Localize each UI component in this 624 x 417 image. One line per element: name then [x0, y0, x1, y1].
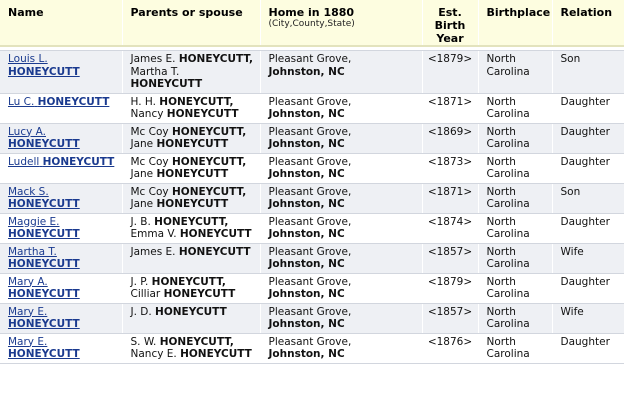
- header-name: Name: [0, 0, 122, 46]
- birthplace-cell: North Carolina: [478, 213, 552, 243]
- home-city: Pleasant Grove,: [268, 53, 352, 65]
- birth-year-cell: <1869>: [422, 123, 478, 153]
- parents-cell: [122, 93, 260, 123]
- parents-cell: [122, 303, 260, 333]
- parent-given-name: Cilliar: [130, 288, 161, 300]
- parent-surname: HONEYCUTT: [156, 198, 229, 210]
- birth-year-cell: <1857>: [422, 303, 478, 333]
- birth-year-cell: <1876>: [422, 333, 478, 363]
- table-row: [0, 303, 624, 333]
- parents-cell: [122, 153, 260, 183]
- birthplace-cell: North Carolina: [478, 273, 552, 303]
- parent-given-name: S. W.: [130, 335, 157, 348]
- name-cell: [0, 243, 122, 273]
- surname[interactable]: HONEYCUTT: [8, 138, 80, 150]
- name-cell: [0, 213, 122, 243]
- home-county-state: Johnston, NC: [268, 228, 345, 240]
- header-home-label: Home in 1880: [268, 6, 355, 19]
- given-name[interactable]: Lu C.: [8, 95, 35, 108]
- birthplace-cell: North Carolina: [478, 333, 552, 363]
- relation-cell: Daughter: [552, 273, 624, 303]
- relation-cell: Son: [552, 51, 624, 94]
- given-name[interactable]: Mary A.: [8, 275, 48, 288]
- table-row: [0, 243, 624, 273]
- parent-surname: HONEYCUTT: [155, 305, 227, 318]
- parents-cell: [122, 333, 260, 363]
- home-cell: [260, 243, 422, 273]
- surname[interactable]: HONEYCUTT: [8, 318, 80, 330]
- parent-given-name: J. D.: [130, 305, 152, 318]
- table-row: [0, 51, 624, 94]
- surname[interactable]: HONEYCUTT: [8, 228, 80, 240]
- parents-cell: [122, 183, 260, 213]
- home-cell: [260, 333, 422, 363]
- header-year-line2: Birth: [434, 19, 466, 32]
- home-county-state: Johnston, NC: [268, 108, 345, 120]
- surname[interactable]: HONEYCUTT: [42, 155, 115, 168]
- surname[interactable]: HONEYCUTT: [8, 198, 80, 210]
- parent-given-name: J. B.: [130, 215, 151, 228]
- person-name-link[interactable]: [8, 96, 109, 108]
- surname[interactable]: HONEYCUTT: [37, 95, 110, 108]
- table-row: [0, 123, 624, 153]
- parent-surname: HONEYCUTT: [166, 108, 239, 120]
- person-name-link[interactable]: [8, 53, 80, 78]
- home-cell: [260, 273, 422, 303]
- home-city: Pleasant Grove,: [268, 215, 352, 228]
- table-row: [0, 183, 624, 213]
- header-home-sub: (City,County,State): [268, 19, 355, 29]
- table-row: [0, 213, 624, 243]
- surname[interactable]: HONEYCUTT: [8, 65, 80, 78]
- birthplace-cell: North Carolina: [478, 183, 552, 213]
- relation-cell: Daughter: [552, 213, 624, 243]
- relation-cell: Daughter: [552, 123, 624, 153]
- birthplace-cell: North Carolina: [478, 123, 552, 153]
- header-year-line1: Est.: [438, 6, 462, 19]
- table-row: [0, 273, 624, 303]
- parent-surname: HONEYCUTT,: [178, 53, 254, 65]
- name-cell: [0, 183, 122, 213]
- parent-surname: HONEYCUTT: [178, 245, 251, 258]
- birth-year-cell: <1873>: [422, 153, 478, 183]
- parent-given-name: J. P.: [130, 275, 149, 288]
- home-county-state: Johnston, NC: [268, 348, 345, 360]
- surname[interactable]: HONEYCUTT: [8, 258, 80, 270]
- home-city: Pleasant Grove,: [268, 95, 352, 108]
- parent-surname: HONEYCUTT,: [171, 185, 247, 198]
- given-name[interactable]: Martha T.: [8, 245, 57, 258]
- parent-surname: HONEYCUTT: [156, 138, 229, 150]
- home-cell: [260, 153, 422, 183]
- birth-year-cell: <1874>: [422, 213, 478, 243]
- parent-given-name: James E.: [130, 53, 176, 65]
- parent-surname: HONEYCUTT,: [159, 335, 234, 348]
- parent-given-name: Emma V.: [130, 228, 177, 240]
- parent-given-name: Martha T.: [130, 65, 180, 78]
- person-name-link[interactable]: [8, 336, 80, 361]
- home-cell: [260, 51, 422, 94]
- surname[interactable]: HONEYCUTT: [8, 288, 80, 300]
- relation-cell: Daughter: [552, 153, 624, 183]
- parent-given-name: Nancy: [130, 108, 164, 120]
- parent-given-name: Mc Coy: [130, 155, 169, 168]
- name-cell: [0, 333, 122, 363]
- relation-cell: Daughter: [552, 93, 624, 123]
- name-cell: [0, 303, 122, 333]
- name-cell: [0, 153, 122, 183]
- table-row: [0, 153, 624, 183]
- birthplace-cell: North Carolina: [478, 243, 552, 273]
- parents-cell: [122, 243, 260, 273]
- home-county-state: Johnston, NC: [268, 258, 345, 270]
- home-county-state: Johnston, NC: [268, 65, 345, 78]
- birth-year-cell: <1871>: [422, 183, 478, 213]
- parent-surname: HONEYCUTT,: [154, 215, 229, 228]
- header-birthplace: Birthplace: [478, 0, 552, 46]
- table-row: [0, 93, 624, 123]
- home-county-state: Johnston, NC: [268, 198, 345, 210]
- home-cell: [260, 213, 422, 243]
- given-name[interactable]: Ludell: [8, 155, 40, 168]
- header-home: [260, 0, 422, 46]
- birth-year-cell: <1879>: [422, 273, 478, 303]
- person-name-link[interactable]: [8, 246, 80, 271]
- parent-given-name: James E.: [130, 245, 176, 258]
- birthplace-cell: North Carolina: [478, 153, 552, 183]
- birthplace-cell: North Carolina: [478, 93, 552, 123]
- header-relation: Relation: [552, 0, 624, 46]
- birth-year-cell: <1857>: [422, 243, 478, 273]
- table-row: [0, 333, 624, 363]
- header-birth-year: [422, 0, 478, 46]
- parent-surname: HONEYCUTT: [179, 228, 252, 240]
- name-cell: [0, 123, 122, 153]
- home-city: Pleasant Grove,: [268, 275, 352, 288]
- home-city: Pleasant Grove,: [268, 305, 352, 318]
- table-body: [0, 46, 624, 363]
- parent-given-name: Jane: [130, 138, 154, 150]
- home-county-state: Johnston, NC: [268, 318, 345, 330]
- header-parents: Parents or spouse: [122, 0, 260, 46]
- person-name-link[interactable]: [8, 126, 80, 151]
- person-name-link[interactable]: [8, 216, 80, 241]
- birth-year-cell: <1879>: [422, 51, 478, 94]
- person-name-link[interactable]: [8, 186, 80, 211]
- person-name-link[interactable]: [8, 276, 80, 301]
- parents-cell: [122, 213, 260, 243]
- parents-cell: [122, 51, 260, 94]
- header-year-line3: Year: [436, 32, 464, 45]
- given-name[interactable]: Mack S.: [8, 185, 49, 198]
- home-county-state: Johnston, NC: [268, 138, 345, 150]
- name-cell: [0, 93, 122, 123]
- name-cell: [0, 51, 122, 94]
- given-name[interactable]: Mary E.: [8, 305, 48, 318]
- table-header-row: [0, 0, 624, 46]
- birthplace-cell: North Carolina: [478, 51, 552, 94]
- parent-given-name: Nancy E.: [130, 348, 177, 360]
- home-cell: [260, 183, 422, 213]
- home-city: Pleasant Grove,: [268, 335, 352, 348]
- surname[interactable]: HONEYCUTT: [8, 348, 80, 360]
- relation-cell: Wife: [552, 303, 624, 333]
- name-cell: [0, 273, 122, 303]
- parent-given-name: Jane: [130, 198, 154, 210]
- person-name-link[interactable]: [8, 156, 114, 168]
- parent-given-name: Mc Coy: [130, 125, 169, 138]
- parents-cell: [122, 273, 260, 303]
- person-name-link[interactable]: [8, 306, 80, 331]
- parent-surname: HONEYCUTT: [130, 78, 203, 90]
- parent-given-name: Mc Coy: [130, 185, 169, 198]
- parent-surname: HONEYCUTT,: [159, 95, 234, 108]
- relation-cell: Daughter: [552, 333, 624, 363]
- home-city: Pleasant Grove,: [268, 185, 352, 198]
- parent-surname: HONEYCUTT: [163, 288, 236, 300]
- home-city: Pleasant Grove,: [268, 155, 352, 168]
- home-county-state: Johnston, NC: [268, 288, 345, 300]
- parent-surname: HONEYCUTT,: [151, 275, 226, 288]
- relation-cell: Son: [552, 183, 624, 213]
- home-cell: [260, 303, 422, 333]
- parent-given-name: Jane: [130, 168, 154, 180]
- parent-surname: HONEYCUTT,: [171, 125, 247, 138]
- parents-cell: [122, 123, 260, 153]
- parent-surname: HONEYCUTT,: [171, 155, 247, 168]
- parent-surname: HONEYCUTT: [156, 168, 229, 180]
- given-name[interactable]: Lucy A.: [8, 125, 46, 138]
- parent-given-name: H. H.: [130, 95, 156, 108]
- home-cell: [260, 123, 422, 153]
- given-name[interactable]: Mary E.: [8, 335, 48, 348]
- parent-surname: HONEYCUTT: [180, 348, 252, 360]
- relation-cell: Wife: [552, 243, 624, 273]
- birth-year-cell: <1871>: [422, 93, 478, 123]
- home-county-state: Johnston, NC: [268, 168, 345, 180]
- home-city: Pleasant Grove,: [268, 245, 352, 258]
- given-name[interactable]: Louis L.: [8, 53, 48, 65]
- given-name[interactable]: Maggie E.: [8, 215, 60, 228]
- home-city: Pleasant Grove,: [268, 125, 352, 138]
- home-cell: [260, 93, 422, 123]
- birthplace-cell: North Carolina: [478, 303, 552, 333]
